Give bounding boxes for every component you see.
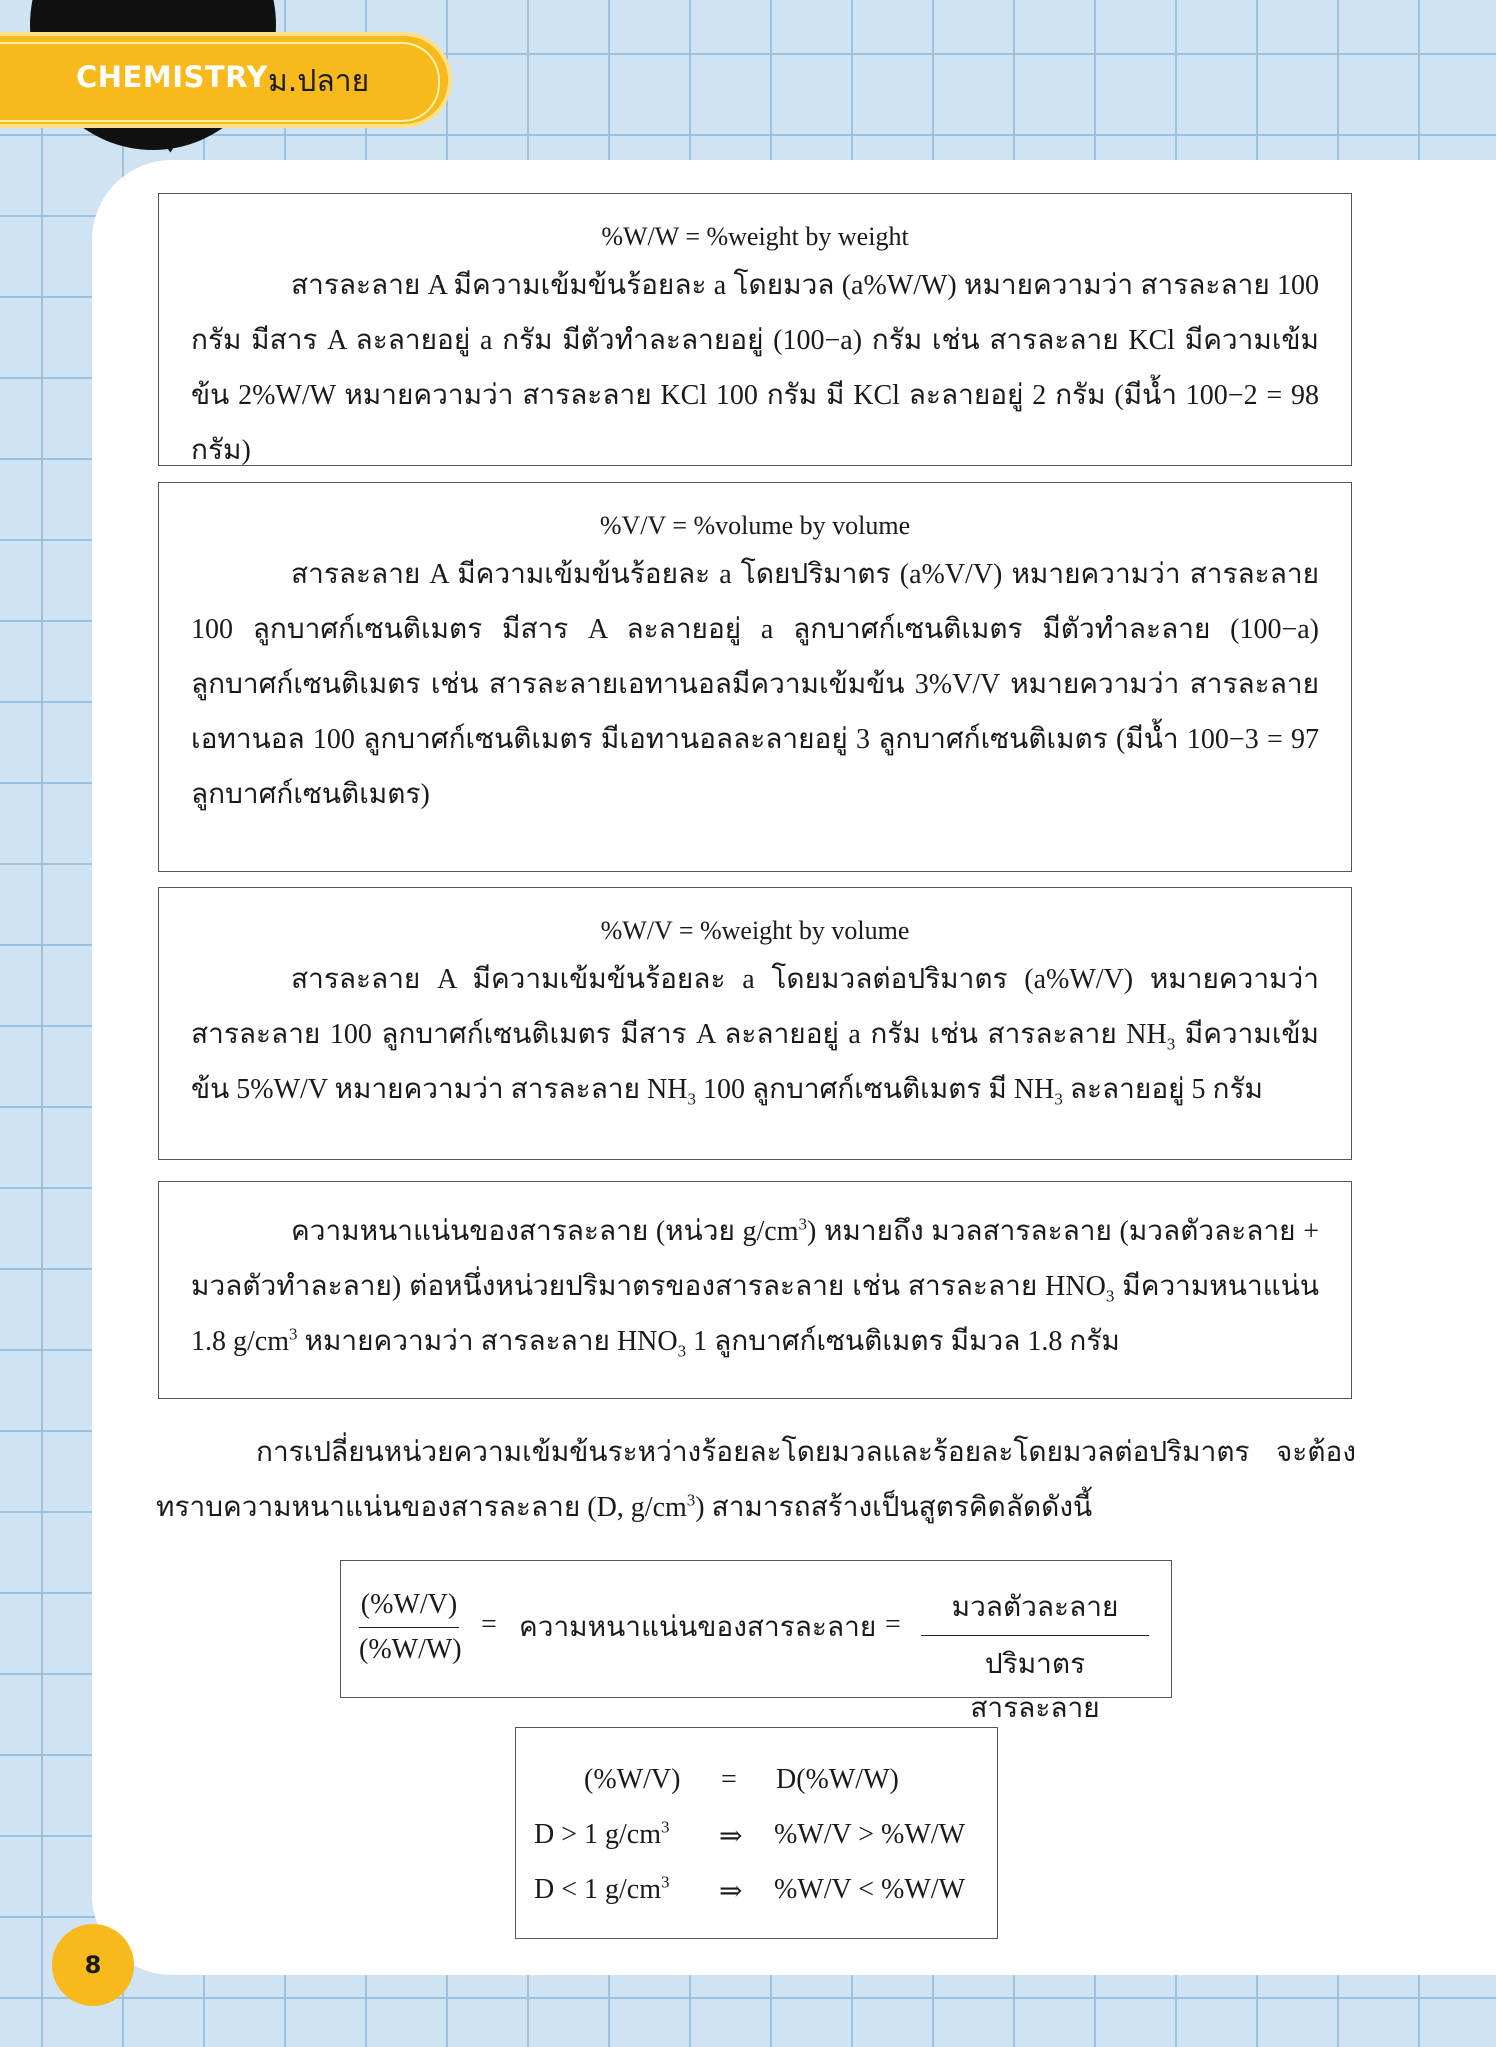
conversion-paragraph	[156, 1425, 1356, 1535]
fraction-mass-over-volume	[921, 1585, 1149, 1730]
relation-row1-operator: =	[721, 1764, 737, 1795]
level-label: ม.ปลาย	[268, 64, 370, 99]
box-title: %W/W = %weight by weight	[601, 222, 909, 251]
numerator: (%W/V)	[360, 1589, 458, 1620]
equals-sign: =	[885, 1609, 901, 1640]
equals-sign: =	[481, 1609, 497, 1640]
fraction-bar	[359, 1627, 459, 1628]
numerator: มวลตัวละลาย	[951, 1592, 1119, 1623]
fraction-wv-over-ww	[359, 1589, 462, 1666]
density-formula-box	[340, 1560, 1172, 1724]
box-title: %V/V = %volume by volume	[599, 511, 911, 540]
relation-row3-left: D < 1 $g/cm^3$	[534, 1872, 670, 1905]
box-density	[158, 1181, 1352, 1399]
box-text: สารละลาย A มีความเข้มข้นร้อยละ a โดยมวลต่อปริมาตร (a%W/V) หมายความว่า สารละลาย 100 ลูกบาศก์เซนติเมตร มีสาร A ละลายอยู่ a กรัม เช่น สารละลาย $NH_3$ มีความเข้มข้น 5%W/V หมายความว่า สารละลาย $NH_3$ 100 ลูกบาศก์เซนติเมตร มี $NH_3$ ละลายอยู่ 5 กรัม	[191, 964, 1319, 1109]
subject-label: CHEMISTRY	[76, 60, 268, 94]
box-title: %W/V = %weight by volume	[600, 916, 910, 945]
box-text: สารละลาย A มีความเข้มข้นร้อยละ a โดยมวล (a%W/W) หมายความว่า สารละลาย 100 กรัม มีสาร A ละลายอยู่ a กรัม มีตัวทำละลายอยู่ (100−a) กรัม เช่น สารละลาย KCl มีความเข้มข้น 2%W/W หมายความว่า สารละลาย KCl 100 กรัม มี KCl ละลายอยู่ 2 กรัม (มีน้ำ 100−2 = 98 กรัม)	[191, 270, 1319, 466]
relation-row2-operator: ⇒	[719, 1821, 743, 1852]
relation-row3-operator: ⇒	[719, 1876, 743, 1907]
relation-row2-left: D > 1 $g/cm^3$	[534, 1817, 670, 1850]
box-weight-by-weight	[158, 193, 1352, 466]
formula-middle-text: ความหนาแน่นของสารละลาย	[519, 1612, 877, 1643]
box-text: สารละลาย A มีความเข้มข้นร้อยละ a โดยปริมาตร (a%V/V) หมายความว่า สารละลาย 100 ลูกบาศก์เซนติเมตร มีสาร A ละลายอยู่ a ลูกบาศก์เซนติเมตร มีตัวทำละลาย (100−a) ลูกบาศก์เซนติเมตร เช่น สารละลายเอทานอลมีความเข้มข้น 3%V/V หมายความว่า สารละลายเอทานอล 100 ลูกบาศก์เซนติเมตร มีเอทานอลละลายอยู่ 3 ลูกบาศก์เซนติเมตร (มีน้ำ 100−3 = 97 ลูกบาศก์เซนติเมตร)	[191, 559, 1319, 810]
relation-row3-right: %W/V < %W/W	[774, 1874, 965, 1905]
density-relation-box	[515, 1727, 998, 1939]
box-volume-by-volume	[158, 482, 1352, 872]
relation-row1-right: D(%W/W)	[776, 1764, 899, 1795]
box-text: ความหนาแน่นของสารละลาย (หน่วย $g/cm^3$) หมายถึง มวลสารละลาย (มวลตัวละลาย + มวลตัวทำละลาย) ต่อหนึ่งหน่วยปริมาตรของสารละลาย เช่น สารละลาย $HNO_3$ มีความหนาแน่น 1.8 $g/cm^3$ หมายความว่า สารละลาย $HNO_3$ 1 ลูกบาศก์เซนติเมตร มีมวล 1.8 กรัม	[191, 1214, 1319, 1361]
fraction-bar	[921, 1635, 1149, 1636]
relation-row1-left: (%W/V)	[584, 1764, 681, 1795]
page-number-badge: 8	[52, 1924, 134, 2006]
denominator: ปริมาตรสารละลาย	[970, 1649, 1100, 1724]
box-weight-by-volume	[158, 887, 1352, 1160]
relation-row2-right: %W/V > %W/W	[774, 1819, 965, 1850]
paragraph-text: การเปลี่ยนหน่วยความเข้มข้นระหว่างร้อยละโดยมวลและร้อยละโดยมวลต่อปริมาตร จะต้องทราบความหนาแน่นของสารละลาย (D, $g/cm^3$) สามารถสร้างเป็นสูตรคิดลัดดังนี้	[156, 1437, 1356, 1523]
denominator: (%W/W)	[359, 1634, 462, 1665]
